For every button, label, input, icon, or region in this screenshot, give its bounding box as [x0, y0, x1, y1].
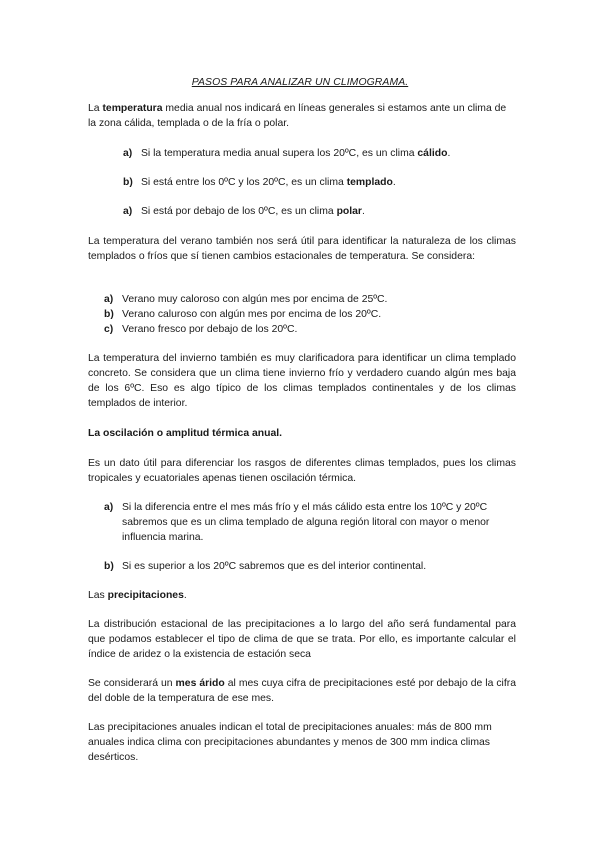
annual-precipitation-paragraph: Las precipitaciones anuales indican el total de precipitaciones anuales: más de 800 mm anuales indica clima con precipitaciones abundantes y menos de 300 mm indica climas desérticos.: [88, 722, 492, 763]
list-marker: c): [104, 324, 114, 335]
list-item: [104, 559, 516, 574]
intro-text-after: media anual nos indicará en líneas generales si estamos ante un clima de la zona cálida, templada o de la fría o polar.: [88, 103, 507, 129]
list-item-text: Si la temperatura media anual supera los 20ºC, es un clima cálido.: [141, 148, 451, 159]
list-item: [123, 146, 516, 161]
intro-bold: temperatura: [102, 103, 163, 114]
list-marker: a): [104, 502, 114, 513]
list-marker: a): [104, 294, 114, 305]
arid-month-paragraph: Se considerará un mes árido al mes cuya cifra de precipitaciones esté por debajo de la cifra del doble de la temperatura de ese mes.: [88, 678, 516, 704]
list-item: [123, 204, 516, 219]
oscillation-heading: La oscilación o amplitud térmica anual.: [88, 428, 283, 439]
intro-paragraph: [88, 101, 516, 131]
list-marker: b): [104, 561, 114, 572]
list-item-text: Si es superior a los 20ºC sabremos que es del interior continental.: [122, 561, 427, 572]
list-item-text: Verano muy caloroso con algún mes por encima de 25ºC.: [122, 294, 388, 305]
list-marker: a): [123, 206, 133, 217]
page-title: PASOS PARA ANALIZAR UN CLIMOGRAMA.: [191, 77, 409, 88]
list-item-text: Verano caluroso con algún mes por encima de los 20ºC.: [122, 309, 382, 320]
precipitation-paragraph: La distribución estacional de las precipitaciones a lo largo del año será fundamental para que podamos establecer el tipo de clima de que se trata. Por ello, es importante calcular el índice de aridez o la existencia de estación seca: [88, 619, 516, 660]
list-marker: b): [104, 309, 114, 320]
list-item-text: Si la diferencia entre el mes más frío y el más cálido esta entre los 10ºC y 20ºC sabremos que es un clima templado de alguna región litoral con mayor o menor influencia marina.: [122, 502, 490, 543]
intro-text-before: La: [88, 103, 103, 114]
list-item: [104, 500, 516, 545]
summer-paragraph: La temperatura del verano también nos será útil para identificar la naturaleza de los climas templados o fríos que sí tienen cambios estacionales de temperatura. Se considera:: [88, 236, 516, 262]
precipitation-heading: Las precipitaciones.: [88, 590, 187, 601]
list-item-text: Si está por debajo de los 0ºC, es un clima polar.: [141, 206, 365, 217]
list-item: [104, 292, 516, 307]
list-marker: b): [123, 177, 133, 188]
list-item-text: Verano fresco por debajo de los 20ºC.: [122, 324, 298, 335]
list-item: [104, 322, 516, 337]
list-item: [104, 307, 516, 322]
list-item: [123, 175, 516, 190]
list-marker: a): [123, 148, 133, 159]
list-item-text: Si está entre los 0ºC y los 20ºC, es un clima templado.: [141, 177, 396, 188]
oscillation-paragraph: Es un dato útil para diferenciar los rasgos de diferentes climas templados, pues los climas tropicales y ecuatoriales apenas tienen oscilación térmica.: [88, 458, 516, 484]
winter-paragraph: La temperatura del invierno también es muy clarificadora para identificar un clima templado concreto. Se considera que un clima tiene invierno frío y verdadero cuando algún mes baja de los 6ºC. Eso es algo típico de los climas templados continentales y de los climas templados de interior.: [88, 353, 516, 409]
